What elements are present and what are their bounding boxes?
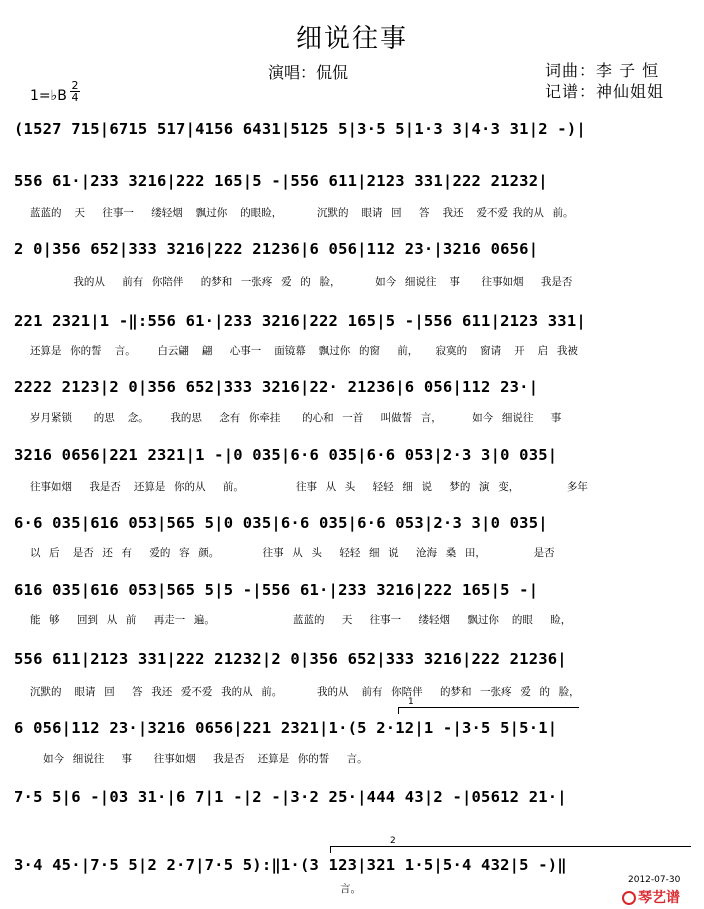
end-lyric: 言。 [340, 883, 361, 895]
notation-line-1: (1527 715|6715 517|4156 6431|5125 5|3·5 5|1·3 3|4·3 31|2 -)| [14, 120, 586, 138]
lyric-line-2: 蓝蓝的 天 往事一 缕轻烟 飘过你 的眼睑， 沉默的 眼请 回 答 我还 爱不爱 我的从 前。 [30, 207, 574, 219]
notation-line-7: 6·6 035|616 053|565 5|0 035|6·6 035|6·6 053|2·3 3|0 035| [14, 514, 548, 532]
lyric-line-6: 往事如烟 我是否 还算是 你的从 前。 往事 从 头 轻轻 细 说 梦的 演 变， 多年 [30, 481, 588, 493]
notation-line-10: 6 056|112 23·|3216 0656|221 2321|1·(5 2·12|1 -|3·5 5|5·1| [14, 719, 558, 737]
time-numerator: 2 [71, 79, 79, 92]
notation-line-2: 556 61·|233 3216|222 165|5 -|556 611|2123 331|222 21232| [14, 172, 548, 190]
song-title: 细说往事 [295, 24, 408, 54]
lyric-line-7: 以 后 是否 还 有 爱的 容 颜。 往事 从 头 轻轻 细 说 沧海 桑 田， 是否 [30, 547, 555, 559]
second-ending-number: 2 [390, 836, 396, 846]
site-logo [622, 887, 680, 907]
lyric-line-8: 能 够 回到 从 前 再走一 遍。 蓝蓝的 天 往事一 缕轻烟 飘过你 的眼 睑， [30, 614, 572, 626]
notation-line-6: 3216 0656|221 2321|1 -|0 035|6·6 035|6·6 053|2·3 3|0 035| [14, 446, 558, 464]
notation-line-9: 556 611|2123 331|222 21232|2 0|356 652|333 3216|222 21236| [14, 650, 567, 668]
transcriber-credit: 记谱：神仙姐姐 [545, 82, 665, 101]
lyric-line-10: 如今 细说往 事 往事如烟 我是否 还算是 你的誓 言。 [30, 753, 368, 765]
first-ending-number: 1 [408, 697, 414, 707]
notation-line-11: 7·5 5|6 -|03 31·|6 7|1 -|2 -|3·2 25·|444 43|2 -|05612 21·| [14, 788, 567, 806]
singer-credit: 演唱：侃侃 [268, 63, 349, 82]
notation-line-12: 3·4 45·|7·5 5|2 2·7|7·5 5):‖1·(3 123|321 1·5|5·4 432|5 -)‖ [14, 856, 567, 874]
time-denominator: 4 [71, 91, 79, 104]
time-signature [70, 80, 80, 103]
notation-line-8: 616 035|616 053|565 5|5 -|556 61·|233 3216|222 165|5 -| [14, 581, 539, 599]
notation-line-4: 221 2321|1 -‖:556 61·|233 3216|222 165|5 -|556 611|2123 331| [14, 312, 586, 330]
lyricist-composer-credit: 词曲：李 子 恒 [545, 61, 660, 80]
notation-line-5: 2222 2123|2 0|356 652|333 3216|22· 21236|6 056|112 23·| [14, 378, 539, 396]
second-ending-bracket [330, 846, 691, 853]
transcription-date: 2012-07-30 [628, 875, 681, 885]
lyric-line-9: 沉默的 眼请 回 答 我还 爱不爱 我的从 前。 我的从 前有 你陪伴 的梦和 一张疼 爱 的 脸， [30, 686, 580, 698]
logo-icon [622, 891, 636, 905]
notation-line-3: 2 0|356 652|333 3216|222 21236|6 056|112 23·|3216 0656| [14, 240, 539, 258]
logo-text: 琴艺谱 [638, 890, 680, 906]
lyric-line-4: 还算是 你的誓 言。 白云翩 翩 心事一 面镜幕 飘过你 的窗 前， 寂寞的 窗请 开 启 我被 [30, 345, 578, 357]
first-ending-bracket [398, 707, 579, 714]
lyric-line-3: 我的从 前有 你陪伴 的梦和 一张疼 爱 的 脸， 如今 细说往 事 往事如烟 我是否 [30, 276, 573, 288]
key-signature: 1=♭B [30, 88, 67, 104]
lyric-line-5: 岁月紧锁 的思 念。 我的思 念有 你牵挂 的心和 一首 叫做誓 言， 如今 细说往 事 [30, 412, 562, 424]
